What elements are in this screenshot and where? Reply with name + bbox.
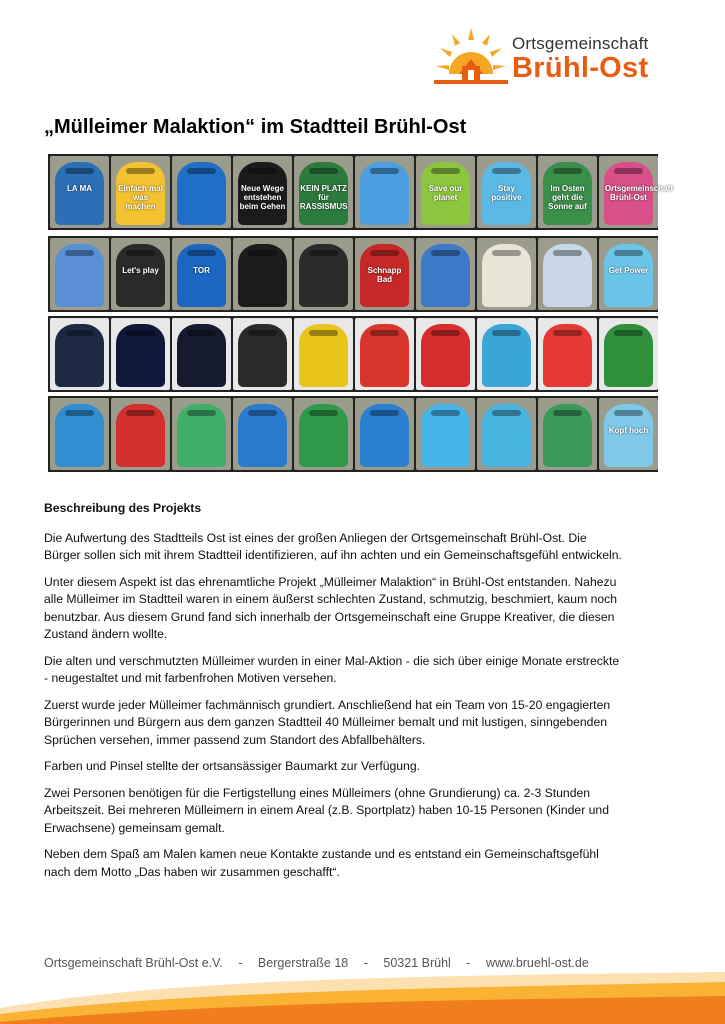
painted-bin-photo [416,318,475,390]
bin-slogan: Ortsgemeinschaft Brühl-Ost [604,184,673,202]
painted-bin-photo [294,398,353,470]
bin-shape [604,324,654,387]
painted-bin-photo [477,318,536,390]
bin-photo-collage [48,154,673,474]
bin-shape [543,404,593,467]
bin-slogan: Einfach mal was machen [118,184,163,211]
painted-bin-photo [233,156,292,228]
painted-bin-photo [477,238,536,310]
footer-city: 50321 Brühl [383,956,451,970]
footer-separator: - [363,956,368,970]
sun-house-icon [432,26,510,90]
painted-bin-photo [416,398,475,470]
footer-web-link[interactable]: www.bruehl-ost.de [485,956,589,970]
bin-shape [543,324,593,387]
painted-bin-photo [477,156,536,228]
bin-slogan: KEIN PLATZ für RASSISMUS [299,184,348,211]
painted-bin-photo [538,156,597,228]
painted-bin-photo [294,238,353,310]
painted-bin-photo [538,318,597,390]
painted-bin-photo [294,156,353,228]
bin-shape [177,404,227,467]
bin-shape [482,404,532,467]
painted-bin-photo [599,318,658,390]
paragraph: Die Aufwertung des Stadtteils Ost ist eines der großen Anliegen der Ortsgemeinschaft Brühl-Ost. Die Bürger sollen sich mit ihrem Stadtteil identifizieren, auf ihn achten und ein Gemeinschaftsgefühl entwickeln. [44,530,622,562]
painted-bin-photo [111,398,170,470]
bin-slogan: Let's play [122,266,159,275]
paragraph: Unter diesem Aspekt ist das ehrenamtliche Projekt „Mülleimer Malaktion“ in Brühl-Ost entstanden. Nahezu alle Mülleimer im Stadtteil waren in einem äußerst schlechten Zustand, schmutzig, beschmiert, kaum noch benutzbar. Aus diesem Grund fand sich innerhalb der Ortsgemeinschaft eine Gruppe Kreativer, die diesen Zustand ändern wollte. [44,574,618,641]
paragraph: Zuerst wurde jeder Mülleimer fachmännisch grundiert. Anschließend hat ein Team von 15-20 engagierten Bürgerinnen und Bürgern aus dem ganzen Stadtteil 40 Mülleimer bemalt und mit lustigen, sinngebenden Sprüchen versehen, immer passend zum Standort des Abfallbehälters. [44,697,611,747]
footer-separator: - [466,956,471,970]
bin-shape [482,244,532,307]
bin-shape [421,324,471,387]
page-title: „Mülleimer Malaktion“ im Stadtteil Brühl-Ost [44,116,467,138]
bin-slogan: Kopf hoch [608,426,649,435]
bin-slogan: Save our planet [428,184,463,202]
painted-bin-photo [416,156,475,228]
painted-bin-photo [599,398,658,470]
painted-bin-photo [538,398,597,470]
bin-shape [299,404,349,467]
bin-shape [299,324,349,387]
project-description [44,500,624,890]
painted-bin-photo [50,156,109,228]
painted-bin-photo [172,318,231,390]
bin-shape [421,404,471,467]
painted-bin-photo [111,238,170,310]
painted-bin-photo [50,238,109,310]
bin-shape [299,244,349,307]
painted-bin-photo [50,398,109,470]
painted-bin-photo [111,318,170,390]
bin-shape [360,324,410,387]
painted-bin-photo [233,238,292,310]
bin-shape [360,162,410,225]
footer-org: Ortsgemeinschaft Brühl-Ost e.V. [44,956,223,970]
logo-main-text: Brühl-Ost [512,52,649,84]
bin-shape [421,244,471,307]
painted-bin-photo [355,238,414,310]
bin-shape [604,244,654,307]
bin-shape [116,244,166,307]
gallery-row [48,316,658,392]
painted-bin-photo [294,318,353,390]
gallery-row [48,154,673,230]
bin-shape [55,244,105,307]
bin-shape [177,162,227,225]
painted-bin-photo [172,238,231,310]
bin-slogan: TOR [193,266,210,275]
bin-slogan: Neue Wege entstehen beim Gehen [239,184,286,211]
painted-bin-photo [172,156,231,228]
bin-shape [55,162,105,225]
painted-bin-photo [416,238,475,310]
bin-shape [177,244,227,307]
bin-shape [55,404,105,467]
bin-shape [604,404,654,467]
gallery-row [48,396,658,472]
paragraph: Farben und Pinsel stellte der ortsansässiger Baumarkt zur Verfügung. [44,759,420,773]
bin-shape [543,244,593,307]
paragraph: Zwei Personen benötigen für die Fertigstellung eines Mülleimers (ohne Grundierung) ca. 2-3 Stunden Arbeitszeit. Bei mehreren Mülleimern in einem Areal (z.B. Sportplatz) haben 10-15 Personen (Kinder und Erwachsene) gemeinsam gemalt. [44,785,609,835]
footer-street: Bergerstraße 18 [257,956,349,970]
painted-bin-photo [599,156,673,228]
decorative-wave [0,968,725,1024]
bin-shape [360,404,410,467]
painted-bin-photo [355,156,414,228]
painted-bin-photo [599,238,658,310]
bin-slogan: Im Osten geht die Sonne auf [548,184,587,211]
bin-slogan: Get Power [608,266,649,275]
painted-bin-photo [111,156,170,228]
bin-shape [116,404,166,467]
painted-bin-photo [233,318,292,390]
bin-shape [238,404,288,467]
bin-slogan: Stay positive [491,184,522,202]
gallery-row [48,236,658,312]
painted-bin-photo [355,398,414,470]
paragraph: Neben dem Spaß am Malen kamen neue Kontakte zustande und es entstand ein Gemeinschaftsgefühl nach dem Motto „Das haben wir zusammen geschafft“. [44,847,599,879]
section-heading: Beschreibung des Projekts [44,501,202,515]
bin-shape [238,324,288,387]
painted-bin-photo [50,318,109,390]
painted-bin-photo [477,398,536,470]
logo [426,22,666,94]
painted-bin-photo [355,318,414,390]
bin-shape [116,324,166,387]
bin-slogan: Schnapp Bad [367,266,402,284]
footer-separator: - [238,956,243,970]
bin-shape [177,324,227,387]
painted-bin-photo [233,398,292,470]
bin-shape [55,324,105,387]
bin-shape [238,244,288,307]
painted-bin-photo [172,398,231,470]
bin-shape [482,324,532,387]
painted-bin-photo [538,238,597,310]
bin-slogan: LA MA [66,184,93,193]
logo-top-text: Ortsgemeinschaft [512,34,649,53]
paragraph: Die alten und verschmutzten Mülleimer wurden in einer Mal-Aktion - die sich über einige Monate erstreckte - neugestaltet und mit farbenfrohen Motiven versehen. [44,653,620,685]
